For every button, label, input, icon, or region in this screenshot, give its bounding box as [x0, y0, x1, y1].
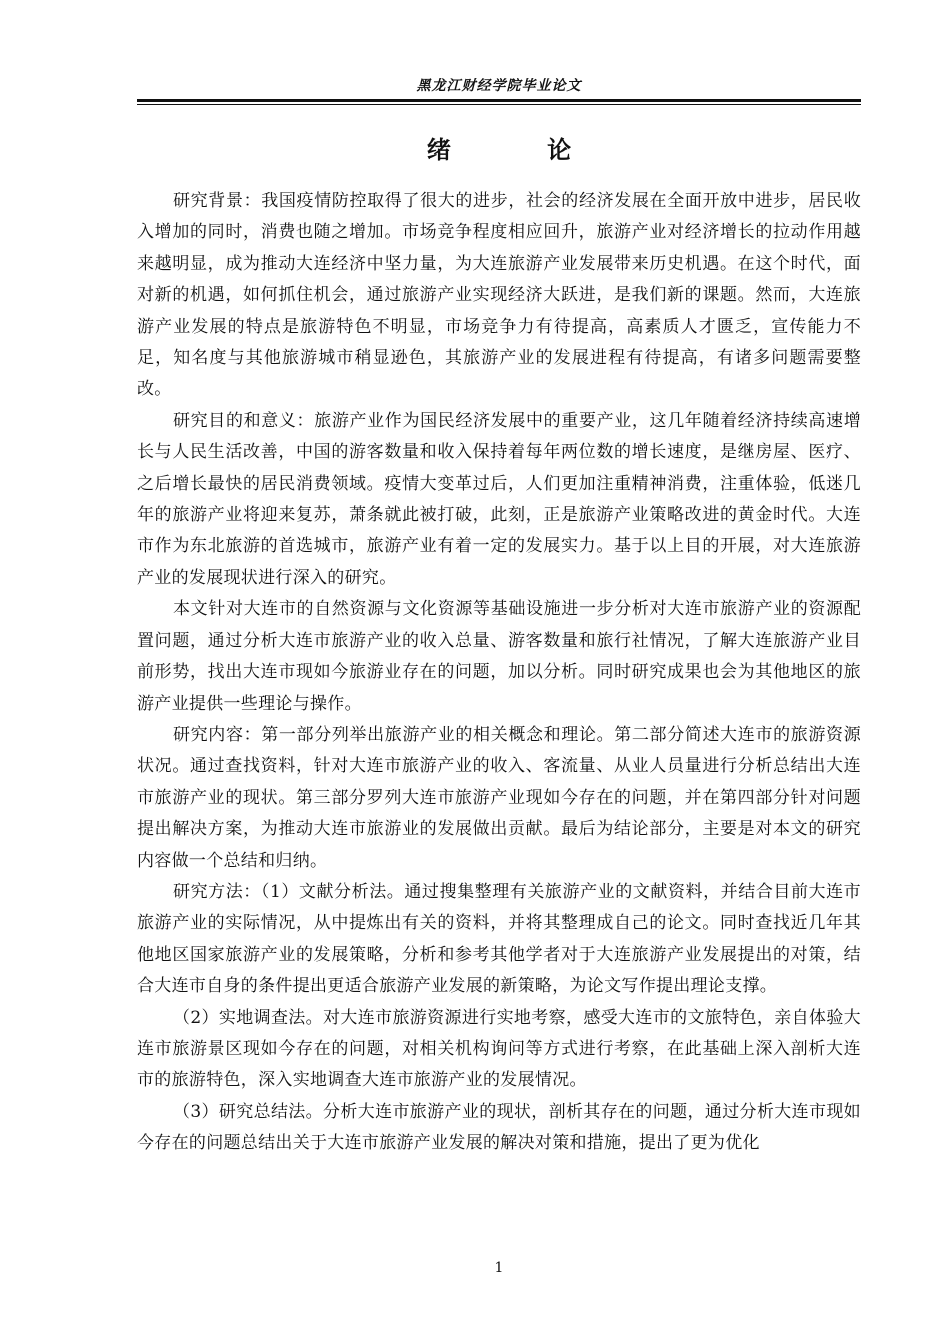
header-rule-thick	[137, 99, 861, 102]
paragraph-research-method-1: 研究方法：（1）文献分析法。通过搜集整理有关旅游产业的文献资料，并结合目前大连市旅游产业的实际情况，从中提炼出有关的资料，并将其整理成自己的论文。同时查找近几年其他地区国家旅游产业的发展策略，分析和参考其他学者对于大连旅游产业发展提出的对策，结合大连市自身的条件提出更适合旅游产业发展的新策略，为论文写作提出理论支撑。	[137, 881, 861, 997]
paragraph-research-content: 研究内容：第一部分列举出旅游产业的相关概念和理论。第二部分简述大连市的旅游资源状况。通过查找资料，针对大连市旅游产业的收入、客流量、从业人员量进行分析总结出大连市旅游产业的现状。第三部分罗列大连市旅游产业现如今存在的问题，并在第四部分针对问题提出解决方案，为推动大连市旅游业的发展做出贡献。最后为结论部分，主要是对本文的研究内容做一个总结和归纳。	[137, 724, 861, 871]
paragraph-research-scope: 本文针对大连市的自然资源与文化资源等基础设施进一步分析对大连市旅游产业的资源配置问题，通过分析大连市旅游产业的收入总量、游客数量和旅行社情况，了解大连旅游产业目前形势，找出大连市现如今旅游业存在的问题，加以分析。同时研究成果也会为其他地区的旅游产业提供一些理论与操作。	[137, 599, 861, 714]
running-header-title: 黑龙江财经学院毕业论文	[416, 78, 582, 94]
paragraph-research-background: 研究背景：我国疫情防控取得了很大的进步，社会的经济发展在全面开放中进步，居民收入增加的同时，消费也随之增加。市场竞争程度相应回升，旅游产业对经济增长的拉动作用越来越明显，成为推动大连经济中坚力量，为大连旅游产业发展带来历史机遇。在这个时代，面对新的机遇，如何抓住机会，通过旅游产业实现经济大跃进，是我们新的课题。然而，大连旅游产业发展的特点是旅游特色不明显，市场竞争力有待提高，高素质人才匮乏，宣传能力不足，知名度与其他旅游城市稍显逊色，其旅游产业的发展进程有待提高，有诸多问题需要整改。	[137, 191, 861, 400]
header-rule-thin	[137, 104, 861, 105]
body-text	[137, 186, 861, 1160]
paragraph-research-method-2: （2）实地调查法。对大连市旅游资源进行实地考察，感受大连市的文旅特色，亲自体验大连市旅游景区现如今存在的问题，对相关机构询问等方式进行考察，在此基础上深入剖析大连市的旅游特色，深入实地调查大连市旅游产业的发展情况。	[137, 1007, 861, 1091]
page-number: 1	[494, 1260, 504, 1276]
paragraph-research-purpose: 研究目的和意义：旅游产业作为国民经济发展中的重要产业，这几年随着经济持续高速增长与人民生活改善，中国的游客数量和收入保持着每年两位数的增长速度，是继房屋、医疗、之后增长最快的居民消费领域。疫情大变革过后，人们更加注重精神消费，注重体验，低迷几年的旅游产业将迎来复苏，萧条就此被打破，此刻，正是旅游产业策略改进的黄金时代。大连市作为东北旅游的首选城市，旅游产业有着一定的发展实力。基于以上目的开展，对大连旅游产业的发展现状进行深入的研究。	[137, 410, 861, 588]
chapter-title: 绪 论	[426, 136, 616, 164]
paragraph-research-method-3: （3）研究总结法。分析大连市旅游产业的现状，剖析其存在的问题，通过分析大连市现如今存在的问题总结出关于大连市旅游产业发展的解决对策和措施，提出了更为优化	[137, 1101, 861, 1154]
